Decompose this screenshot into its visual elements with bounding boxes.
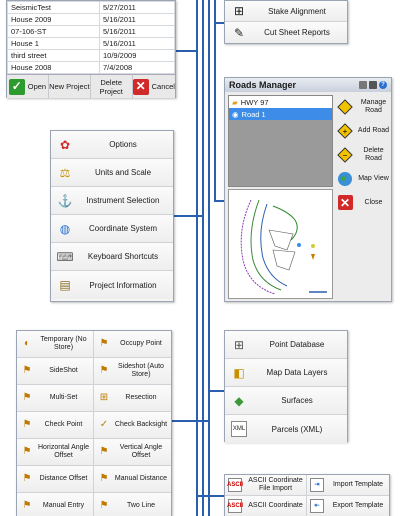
- ascii-icon: ASCII: [228, 478, 242, 492]
- settings-panel: [50, 130, 174, 302]
- help-icon[interactable]: ?: [379, 81, 387, 89]
- distance-offset-button[interactable]: [17, 466, 94, 493]
- units-scale-icon: ⚖: [59, 165, 71, 180]
- data-panel: [224, 330, 348, 442]
- keyboard-icon: ⌨: [56, 249, 74, 264]
- distance-offset-label: Distance Offset: [39, 475, 88, 482]
- cancel-label: Cancel: [151, 82, 175, 91]
- two-line-label: Two Line: [126, 502, 156, 509]
- road-map-preview[interactable]: [228, 189, 333, 299]
- connector-line: [202, 0, 204, 516]
- project-date-cell: 10/9/2009: [100, 50, 175, 62]
- project-name-cell: House 1: [8, 38, 100, 50]
- manual-distance-label: Manual Distance: [114, 475, 168, 482]
- table-row[interactable]: [8, 26, 175, 38]
- project-button-bar: [7, 74, 175, 98]
- stake-alignment-icon: ⊞: [233, 4, 245, 18]
- project-date-cell: 5/16/2011: [100, 26, 175, 38]
- new-project-button[interactable]: [49, 75, 91, 98]
- project-name-cell: third street: [8, 50, 100, 62]
- multi-set-label: Multi-Set: [49, 394, 78, 401]
- table-row[interactable]: [8, 50, 175, 62]
- globe-icon: ◍: [59, 221, 71, 236]
- keyboard-shortcuts-button[interactable]: [51, 243, 173, 271]
- sideshot-auto-label: Sideshot (Auto Store): [118, 363, 164, 378]
- import-template-icon: ⇥: [310, 478, 324, 492]
- manual-distance-button[interactable]: [94, 466, 171, 493]
- surfaces-icon: ◆: [234, 393, 244, 408]
- connector-line: [174, 215, 204, 217]
- parcels-xml-label: Parcels (XML): [271, 424, 323, 434]
- point-database-label: Point Database: [269, 340, 325, 349]
- connector-line: [176, 50, 198, 52]
- project-name-cell: House 2009: [8, 14, 100, 26]
- folder-icon: ▰: [232, 97, 238, 107]
- check-point-icon: ⚑: [22, 419, 32, 430]
- instrument-label: Instrument Selection: [86, 196, 160, 205]
- table-row[interactable]: [8, 2, 175, 14]
- road-map-drawing: [229, 190, 332, 298]
- connector-line: [214, 200, 224, 202]
- road-item-road1[interactable]: [229, 108, 332, 120]
- project-info-icon: ▤: [59, 278, 71, 292]
- occupy-point-button[interactable]: [94, 331, 171, 358]
- project-name-cell: 07-106-ST: [8, 26, 100, 38]
- sideshot-icon: ⚑: [22, 365, 32, 376]
- manage-road-button[interactable]: [337, 95, 391, 118]
- roads-manager-titlebar: [225, 78, 391, 92]
- resection-label: Resection: [125, 394, 157, 401]
- add-road-label: Add Road: [357, 126, 390, 134]
- ascii-export-label: ASCII Coordinate: [248, 502, 303, 509]
- project-date-cell: 7/4/2008: [100, 62, 175, 74]
- project-date-cell: 5/16/2011: [100, 14, 175, 26]
- minimize-icon[interactable]: [369, 81, 377, 89]
- vertical-offset-button[interactable]: [94, 439, 171, 466]
- horizontal-offset-button[interactable]: [17, 439, 94, 466]
- options-icon: ✿: [59, 137, 71, 152]
- project-date-cell: 5/16/2011: [100, 38, 175, 50]
- road-label: HWY 97: [240, 97, 269, 107]
- sideshot-button[interactable]: [17, 358, 94, 385]
- sideshot-auto-icon: ⚑: [99, 365, 109, 376]
- ascii-export-button[interactable]: [225, 496, 307, 516]
- svg-text:−: −: [342, 150, 348, 160]
- new-project-label: New Project: [49, 82, 90, 91]
- instrument-icon: ⚓: [57, 193, 73, 208]
- import-template-label: Import Template: [332, 481, 384, 488]
- window-title: Roads Manager: [229, 80, 297, 90]
- roads-manager-window: [224, 77, 392, 302]
- survey-grid: [17, 331, 171, 516]
- close-button[interactable]: [337, 191, 391, 214]
- keyboard-shortcuts-label: Keyboard Shortcuts: [87, 252, 159, 261]
- export-template-icon: ⇤: [310, 499, 324, 513]
- surfaces-label: Surfaces: [281, 396, 313, 405]
- close-icon: ✕: [337, 195, 353, 211]
- connector-line: [214, 22, 224, 24]
- close-label: Close: [364, 198, 383, 206]
- sideshot-label: SideShot: [49, 367, 78, 374]
- manual-distance-icon: ⚑: [99, 473, 109, 484]
- options-button[interactable]: [51, 131, 173, 159]
- stake-panel: [224, 0, 348, 44]
- vertical-offset-label: Vertical Angle Offset: [119, 444, 163, 459]
- project-name-cell: House 2008: [8, 62, 100, 74]
- point-database-button[interactable]: [225, 331, 347, 359]
- connector-line: [214, 0, 216, 200]
- point-database-icon: ⊞: [233, 337, 245, 352]
- map-layers-icon: ◧: [233, 365, 245, 380]
- stake-alignment-label: Stake Alignment: [268, 6, 326, 16]
- delete-project-label: Delete Project: [99, 77, 123, 96]
- stake-alignment-button[interactable]: [225, 1, 347, 22]
- export-template-button[interactable]: [307, 496, 389, 516]
- table-row[interactable]: [8, 14, 175, 26]
- resection-icon: ⊞: [99, 392, 109, 403]
- coordinate-system-button[interactable]: [51, 215, 173, 243]
- open-label: Open: [27, 82, 47, 91]
- road-list: [228, 95, 333, 187]
- road-sign-icon: [337, 99, 353, 115]
- parcels-xml-button[interactable]: [225, 415, 347, 443]
- connector-line: [196, 495, 224, 497]
- cancel-button[interactable]: [133, 75, 175, 98]
- manual-entry-button[interactable]: [17, 493, 94, 516]
- map-view-label: Map View: [358, 174, 389, 182]
- road-icon: ◉: [232, 109, 239, 119]
- multi-set-button[interactable]: [17, 385, 94, 412]
- open-button[interactable]: [7, 75, 49, 98]
- vertical-offset-icon: ⚑: [99, 446, 109, 457]
- xml-icon: XML: [231, 421, 247, 437]
- map-view-button[interactable]: [337, 167, 391, 190]
- table-row[interactable]: [8, 38, 175, 50]
- temporary-label: Temporary (No Store): [40, 336, 87, 351]
- manual-entry-label: Manual Entry: [42, 502, 85, 509]
- connector-line: [208, 390, 224, 392]
- manage-road-label: Manage Road: [360, 98, 387, 114]
- project-name-cell: SeismicTest: [8, 2, 100, 14]
- connector-line: [172, 420, 210, 422]
- ascii-icon: ASCII: [228, 499, 242, 513]
- coordinate-system-label: Coordinate System: [88, 224, 158, 233]
- keyboard-icon[interactable]: [359, 81, 367, 89]
- svg-text:+: +: [342, 126, 348, 136]
- title-tools: [359, 81, 387, 89]
- horizontal-offset-icon: ⚑: [22, 446, 32, 457]
- check-backsight-button[interactable]: [94, 412, 171, 439]
- map-data-layers-label: Map Data Layers: [266, 368, 328, 377]
- delete-road-icon: [337, 147, 353, 163]
- roads-actions: [337, 95, 391, 215]
- multi-set-icon: ⚑: [22, 392, 32, 403]
- cut-sheet-label: Cut Sheet Reports: [264, 28, 330, 37]
- road-label: Road 1: [241, 109, 266, 119]
- project-information-label: Project Information: [89, 280, 157, 290]
- check-backsight-icon: ✓: [99, 419, 109, 430]
- delete-project-button[interactable]: [91, 75, 133, 98]
- instrument-selection-button[interactable]: [51, 187, 173, 215]
- check-point-label: Check Point: [44, 421, 83, 428]
- units-scale-label: Units and Scale: [94, 168, 152, 177]
- occupy-point-label: Occupy Point: [120, 340, 162, 347]
- project-list-panel: [6, 0, 176, 98]
- project-information-button[interactable]: [51, 271, 173, 299]
- cut-sheet-reports-button[interactable]: [225, 22, 347, 43]
- distance-offset-icon: ⚑: [22, 473, 32, 484]
- road-item-hwy97[interactable]: [229, 96, 332, 108]
- export-template-label: Export Template: [332, 502, 384, 509]
- check-point-button[interactable]: [17, 412, 94, 439]
- table-row[interactable]: [8, 62, 175, 74]
- units-scale-button[interactable]: [51, 159, 173, 187]
- sideshot-auto-button[interactable]: [94, 358, 171, 385]
- survey-panel: [16, 330, 172, 516]
- project-table: [7, 1, 175, 74]
- temporary-button[interactable]: [17, 331, 94, 358]
- check-backsight-label: Check Backsight: [114, 421, 168, 428]
- two-line-icon: ⚑: [99, 500, 109, 511]
- connector-line: [196, 0, 198, 516]
- checkmark-icon: ✓: [9, 79, 25, 95]
- ascii-import-button[interactable]: [225, 475, 307, 496]
- two-line-button[interactable]: [94, 493, 171, 516]
- add-road-button[interactable]: [337, 119, 391, 142]
- globe-icon: [337, 171, 353, 187]
- close-icon: ✕: [133, 79, 149, 95]
- delete-road-button[interactable]: [337, 143, 391, 166]
- manual-entry-icon: ⚑: [22, 500, 32, 511]
- import-template-button[interactable]: [307, 475, 389, 496]
- add-road-icon: [337, 123, 353, 139]
- temporary-icon: ◐: [23, 338, 31, 349]
- resection-button[interactable]: [94, 385, 171, 412]
- options-label: Options: [109, 140, 137, 149]
- delete-road-label: Delete Road: [363, 146, 384, 162]
- connector-line: [208, 0, 210, 516]
- cut-sheet-icon: ✎: [233, 25, 245, 40]
- project-date-cell: 5/27/2011: [100, 2, 175, 14]
- horizontal-offset-label: Horizontal Angle Offset: [38, 444, 89, 459]
- surfaces-button[interactable]: [225, 387, 347, 415]
- occupy-point-icon: ⚑: [99, 338, 109, 349]
- ascii-import-label: ASCII Coordinate File Import: [248, 477, 303, 492]
- map-data-layers-button[interactable]: [225, 359, 347, 387]
- import-export-grid: [225, 475, 389, 516]
- import-export-panel: [224, 474, 390, 516]
